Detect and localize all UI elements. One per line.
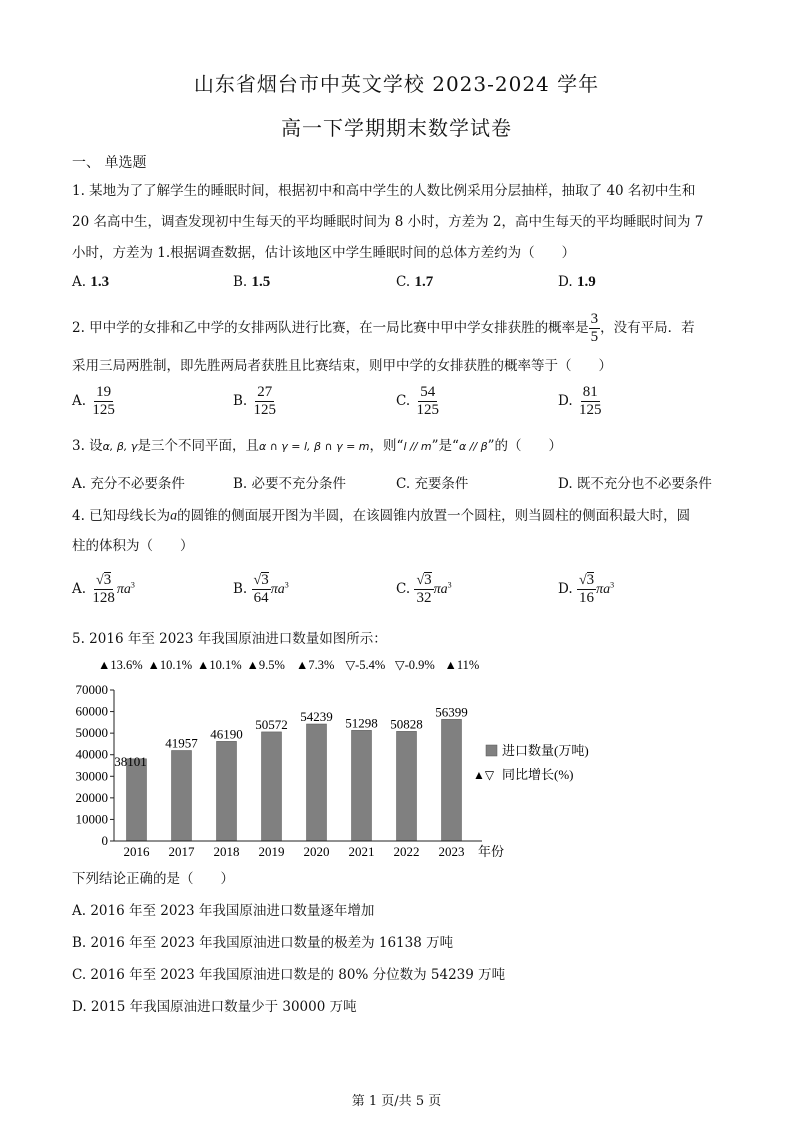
y-tick-label: 40000: [75, 746, 108, 762]
x-tick-label: 2017: [168, 844, 195, 859]
x-tick-label: 2020: [303, 844, 330, 859]
x-tick-label: 2016: [123, 844, 150, 859]
growth-label: ▲11%: [444, 658, 480, 672]
q4-option-c: C. √ 3 32 $\pi a^3$: [396, 572, 452, 606]
q2-line1: 2. 甲中学的女排和乙中学的女排两队进行比赛，在一局比赛中甲中学女排获胜的概率是 $\frac{3}{5}$ ，没有平局．若: [72, 311, 695, 345]
x-axis: [114, 841, 504, 859]
growth-label: ▲10.1%: [147, 658, 193, 672]
page-footer: 第 1 页/共 5 页: [351, 1094, 442, 1109]
x-tick-label: 2019: [258, 844, 285, 859]
chart-legend: [473, 743, 589, 782]
section-heading: 一、 单选题: [72, 155, 147, 171]
q3-line: 3. 设α, β, γ是三个不同平面，且α ∩ γ = l, β ∩ γ = m，则“l // m”是“α // β”的（ ）: [72, 438, 563, 454]
growth-label-row: [98, 658, 479, 672]
q2-probability-fraction: $\frac{3}{5}$: [590, 311, 599, 345]
q3-option-a: A. 充分不必要条件: [72, 476, 185, 492]
y-tick-label: 50000: [75, 725, 108, 741]
growth-label: ▲10.1%: [197, 658, 242, 672]
growth-label: ▲9.5%: [246, 658, 285, 672]
bar-2023: [442, 719, 462, 841]
bar-2019: [262, 732, 282, 841]
bar-2020: [307, 724, 327, 841]
bar-2016: [127, 759, 147, 841]
y-tick-label: 10000: [75, 811, 108, 827]
exam-title-line1: 山东省烟台市中英文学校 2023-2024 学年: [193, 72, 600, 96]
y-tick-label: 70000: [75, 682, 108, 697]
q2-option-c: C. $\frac{54}{125}$: [396, 384, 439, 418]
x-tick-label: 2023: [438, 844, 465, 859]
q4-option-a: A. √ 3 128 $\pi a^3$: [72, 572, 135, 606]
q5-option-a: A. 2016 年至 2023 年我国原油进口数量逐年增加: [72, 903, 375, 919]
bar-value-label: 41957: [165, 735, 198, 751]
q2-option-d: D. $\frac{81}{125}$: [558, 384, 602, 418]
q4-line1: 4. 已知母线长为a的圆锥的侧面展开图为半圆，在该圆锥内放置一个圆柱，则当圆柱的侧面积最大时，圆: [72, 508, 691, 524]
growth-label: ▽-5.4%: [345, 658, 386, 672]
bar-2018: [217, 741, 237, 841]
growth-label: ▲13.6%: [98, 658, 143, 672]
growth-label: ▲7.3%: [296, 658, 335, 672]
y-tick-label: 0: [101, 833, 108, 848]
q3-option-c: C. 充要条件: [396, 476, 469, 492]
q2-option-a: A. $\frac{19}{125}$: [72, 384, 115, 418]
q5-question: 下列结论正确的是（ ）: [72, 871, 234, 887]
exam-title-line2: 高一下学期期末数学试卷: [281, 116, 512, 140]
bar-2021: [352, 730, 372, 841]
q4-option-d: D. √ 3 16 $\pi a^3$: [558, 572, 615, 606]
q1-option-d: D. 1.9: [558, 274, 596, 290]
q1-line3: 小时，方差为 1.根据调查数据，估计该地区中学生睡眠时间的总体方差约为（ ）: [72, 245, 576, 261]
bar-value-label: 38101: [114, 753, 147, 769]
q1-option-a: A. 1.3: [72, 274, 110, 290]
bar-value-label: 56399: [435, 704, 468, 720]
q2-option-b: B. $\frac{27}{125}$: [233, 384, 277, 418]
y-tick-label: 20000: [75, 789, 108, 805]
q1-option-c: C. 1.7: [396, 274, 434, 290]
q1-option-b: B. 1.5: [233, 274, 271, 290]
growth-label: ▽-0.9%: [395, 658, 435, 672]
q1-line1: 1. 某地为了了解学生的睡眠时间，根据初中和高中学生的人数比例采用分层抽样，抽取了 40 名初中生和: [72, 183, 696, 199]
legend-symbol-growth: ▲▽: [473, 768, 495, 782]
x-axis-label: 年份: [478, 844, 505, 859]
x-tick-label: 2021: [348, 844, 375, 859]
x-tick-label: 2018: [213, 844, 240, 859]
bar-value-label: 50572: [255, 716, 288, 732]
bar-value-label: 46190: [210, 726, 243, 742]
y-tick-label: 30000: [75, 768, 108, 784]
crude-oil-import-chart: [60, 650, 680, 865]
q3-option-d: D. 既不充分也不必要条件: [558, 476, 712, 492]
legend-label-bars: 进口数量(万吨): [502, 743, 589, 758]
bar-2017: [172, 750, 192, 841]
bar-value-label: 51298: [345, 715, 378, 731]
q5-option-d: D. 2015 年我国原油进口数量少于 30000 万吨: [72, 999, 357, 1015]
bar-value-label: 54239: [300, 708, 333, 724]
bar-series: [114, 704, 468, 841]
y-tick-label: 60000: [75, 703, 108, 719]
q4-option-b: B. √ 3 64 $\pi a^3$: [233, 572, 289, 606]
legend-label-growth: 同比增长(%): [502, 767, 574, 782]
q2-line2: 采用三局两胜制，即先胜两局者获胜且比赛结束，则甲中学的女排获胜的概率等于（ ）: [72, 358, 612, 374]
q5-intro: 5. 2016 年至 2023 年我国原油进口数量如图所示：: [72, 631, 387, 647]
x-tick-label: 2022: [393, 844, 420, 859]
q4-line2: 柱的体积为（ ）: [72, 538, 194, 554]
q1-line2: 20 名高中生，调查发现初中生每天的平均睡眠时间为 8 小时，方差为 2，高中生每天的平均睡眠时间为 7: [72, 214, 704, 230]
q3-option-b: B. 必要不充分条件: [233, 476, 347, 492]
legend-swatch-bars: [486, 745, 497, 756]
bar-value-label: 50828: [390, 716, 423, 732]
q5-option-b: B. 2016 年至 2023 年我国原油进口数量的极差为 16138 万吨: [72, 935, 454, 951]
q5-option-c: C. 2016 年至 2023 年我国原油进口数是的 80% 分位数为 54239 万吨: [72, 967, 506, 983]
y-axis: [76, 682, 115, 848]
bar-2022: [397, 731, 417, 841]
